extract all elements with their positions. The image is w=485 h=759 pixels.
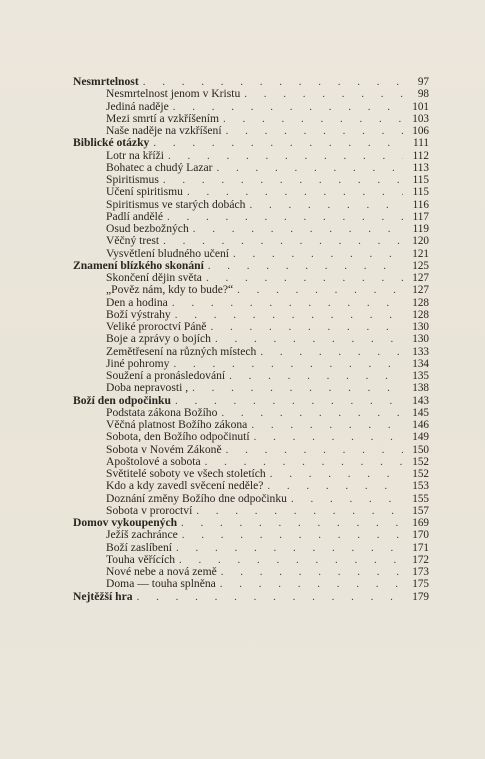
- dot-leader: [163, 174, 403, 186]
- dot-leader: [206, 272, 403, 284]
- dot-leader: [267, 480, 403, 492]
- dot-leader: [249, 199, 403, 211]
- page-number: 115: [412, 174, 429, 186]
- entry-title: Nesmrtelnost jenom v Kristu: [106, 87, 241, 101]
- page-number: 125: [412, 259, 429, 272]
- dot-leader: [137, 591, 403, 603]
- page-number: 121: [412, 247, 429, 260]
- entry-title: Věčný trest: [106, 234, 160, 248]
- dot-leader: [193, 223, 403, 235]
- toc-entry-row: [73, 333, 429, 345]
- entry-title: Podstata zákona Božího: [106, 405, 218, 419]
- page-number: 149: [412, 431, 429, 444]
- entry-title: Sobota v Novém Zákoně: [106, 442, 222, 456]
- entry-title: Spiritismus: [106, 173, 159, 186]
- entry-title: Doba nepravosti ,: [106, 381, 189, 395]
- table-of-contents: [73, 76, 429, 603]
- dot-leader: [270, 468, 403, 480]
- entry-title: Sobota, den Božího odpočinutí: [106, 430, 250, 444]
- page-number: 150: [412, 443, 429, 456]
- entry-title: Den a hodina: [106, 295, 168, 309]
- entry-title: Sobota v proroctví: [106, 503, 193, 517]
- page-number: 130: [412, 333, 429, 346]
- page-number: 175: [412, 578, 429, 591]
- entry-title: Naše naděje na vzkříšení: [106, 124, 222, 137]
- page-number: 117: [412, 210, 429, 223]
- toc-entry-row: [73, 382, 429, 394]
- dot-leader: [163, 235, 403, 247]
- page-number: 133: [412, 345, 429, 358]
- dot-leader: [176, 542, 403, 554]
- entry-title: Boží zaslíbení: [106, 540, 173, 554]
- page-number: 127: [412, 284, 429, 297]
- page-number: 138: [412, 382, 429, 395]
- toc-entry-row: [73, 199, 429, 211]
- toc-section-row: [73, 137, 429, 149]
- toc-entry-row: [73, 346, 429, 358]
- dot-leader: [244, 88, 403, 100]
- entry-title: Lotr na kříži: [106, 148, 164, 162]
- page-number: 135: [412, 370, 429, 382]
- dot-leader: [291, 493, 403, 505]
- entry-title: Padlí andělé: [106, 209, 163, 223]
- toc-entry-row: [73, 284, 429, 296]
- dot-leader: [167, 211, 403, 223]
- page-number: 170: [412, 529, 429, 542]
- dot-leader: [187, 186, 403, 198]
- page-number: 169: [412, 517, 429, 529]
- entry-title: Světitelé soboty ve všech stoletích: [106, 467, 266, 480]
- dot-leader: [226, 125, 403, 137]
- entry-title: Boží výstrahy: [106, 307, 171, 321]
- entry-title: Skončení dějin světa: [106, 271, 202, 284]
- page-number: 155: [412, 492, 429, 505]
- page-number: 128: [412, 308, 429, 321]
- page-number: 101: [412, 100, 429, 113]
- entry-title: Boje a zprávy o bojích: [106, 332, 211, 346]
- dot-leader: [226, 444, 403, 456]
- toc-entry-row: [73, 150, 429, 162]
- entry-title: Mezi smrtí a vzkříšením: [106, 111, 220, 125]
- toc-entry-row: [73, 480, 429, 492]
- entry-title: Doma — touha splněna: [106, 577, 216, 591]
- page-number: 113: [412, 161, 429, 174]
- dot-leader: [173, 101, 403, 113]
- page-number: 103: [412, 112, 429, 125]
- toc-entry-row: [73, 101, 429, 113]
- entry-title: Kdo a kdy zavedl svěcení neděle?: [106, 479, 264, 493]
- section-title: Boží den odpočinku: [73, 393, 171, 407]
- entry-title: Jiné pohromy: [106, 356, 170, 370]
- dot-leader: [254, 431, 403, 443]
- dot-leader: [233, 248, 403, 260]
- toc-entry-row: [73, 235, 429, 247]
- toc-entry-row: [73, 297, 429, 309]
- dot-leader: [237, 284, 403, 296]
- section-title: Znamení blízkého skonání: [73, 258, 204, 272]
- page-number: 112: [412, 149, 429, 162]
- dot-leader: [196, 505, 403, 517]
- section-title: Nejtěžší hra: [73, 589, 133, 603]
- page-number: 127: [412, 272, 429, 284]
- page-number: 97: [417, 76, 429, 88]
- page-number: 116: [412, 198, 429, 211]
- dot-leader: [251, 419, 403, 431]
- page-number: 106: [412, 125, 429, 137]
- entry-title: Apoštolové a sobota: [106, 454, 201, 468]
- toc-section-row: [73, 395, 429, 407]
- entry-title: Touha věřících: [106, 552, 176, 566]
- entry-title: Zemětřesení na různých místech: [106, 344, 257, 358]
- page-number: 145: [412, 406, 429, 419]
- entry-title: Bohatec a chudý Lazar: [106, 160, 213, 174]
- dot-leader: [175, 309, 403, 321]
- page-number: 115: [412, 186, 429, 199]
- dot-leader: [260, 346, 403, 358]
- entry-title: Jediná naděje: [106, 99, 169, 113]
- section-title: Domov vykoupených: [73, 516, 178, 529]
- entry-title: Učení spiritismu: [106, 185, 183, 199]
- dot-leader: [192, 382, 403, 394]
- dot-leader: [220, 578, 403, 590]
- page-number: 171: [412, 541, 429, 554]
- entry-title: Věčná platnost Božího zákona: [106, 418, 248, 431]
- page-number: 153: [412, 480, 429, 493]
- dot-leader: [210, 321, 403, 333]
- toc-entry-row: [73, 88, 429, 100]
- entry-title: Ježíš zachránce: [106, 528, 178, 542]
- page-number: 172: [412, 553, 429, 566]
- dot-leader: [182, 529, 403, 541]
- section-title: Biblické otázky: [73, 136, 150, 150]
- entry-title: Veliké proroctví Páně: [106, 320, 207, 333]
- toc-entry-row: [73, 186, 429, 198]
- page-number: 128: [412, 296, 429, 309]
- dot-leader: [181, 517, 403, 529]
- toc-section-row: [73, 591, 429, 603]
- page-number: 130: [412, 321, 429, 333]
- entry-title: Vysvětlení bludného učení: [106, 246, 229, 260]
- entry-title: „Pověz nám, kdy to bude?“: [106, 283, 234, 297]
- dot-leader: [221, 407, 403, 419]
- page-number: 179: [412, 590, 429, 603]
- entry-title: Nové nebe a nová země: [106, 565, 217, 578]
- dot-leader: [229, 370, 403, 382]
- dot-leader: [172, 297, 403, 309]
- toc-entry-row: [73, 542, 429, 554]
- page-number: 143: [412, 394, 429, 407]
- page-number: 157: [412, 504, 429, 517]
- page-number: 98: [417, 88, 429, 101]
- page-number: 173: [412, 566, 429, 578]
- page-number: 152: [412, 468, 429, 480]
- page-number: 152: [412, 455, 429, 468]
- toc-entry-row: [73, 493, 429, 505]
- dot-leader: [175, 395, 403, 407]
- dot-leader: [153, 137, 403, 149]
- page-number: 146: [412, 419, 429, 431]
- dot-leader: [215, 333, 403, 345]
- dot-leader: [208, 260, 403, 272]
- dot-leader: [217, 162, 403, 174]
- dot-leader: [221, 566, 403, 578]
- entry-title: Spiritismus ve starých dobách: [106, 197, 246, 211]
- entry-title: Soužení a pronásledování: [106, 369, 226, 382]
- toc-entry-row: [73, 578, 429, 590]
- toc-entry-row: [73, 431, 429, 443]
- dot-leader: [223, 113, 403, 125]
- toc-entry-row: [73, 529, 429, 541]
- page-number: 134: [412, 357, 429, 370]
- page-number: 111: [413, 137, 429, 150]
- page-number: 120: [412, 235, 429, 248]
- toc-entry-row: [73, 444, 429, 456]
- entry-title: Osud bezbožných: [106, 222, 189, 235]
- dot-leader: [168, 150, 403, 162]
- section-title: Nesmrtelnost: [73, 75, 139, 88]
- page-number: 119: [412, 223, 429, 235]
- toc-entry-row: [73, 248, 429, 260]
- entry-title: Doznání změny Božího dne odpočinku: [106, 491, 287, 505]
